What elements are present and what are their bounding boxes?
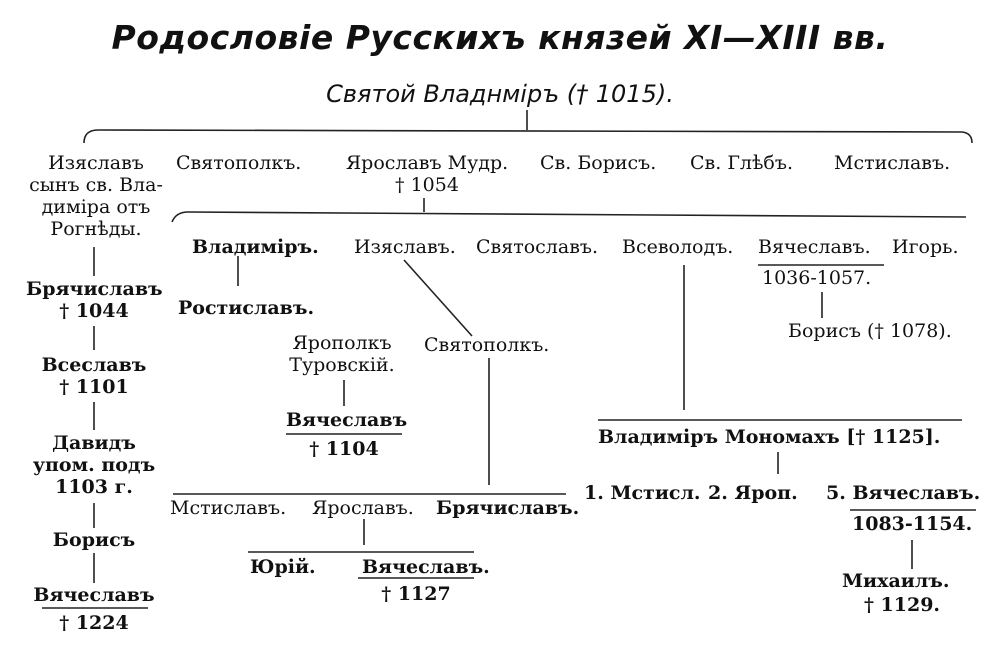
monomakh-node: Владиміръ Мономахъ [† 1125]. [598,426,941,448]
yaropolk-name: Ярополкъ [292,332,392,354]
david-node [26,432,162,498]
yaropolk-epithet: Туровскій. [289,354,395,376]
vseslav-death: † 1101 [59,376,129,398]
vyacheslav-polotsk-node: Вячеславъ [33,584,155,606]
izyaslav-line-1: Изяславъ [48,152,144,174]
david-note-2: 1103 г. [55,476,133,498]
svyatopolk-node: Святополкъ. [176,152,302,174]
bryachislav-node [26,278,162,322]
yuri-node: Юрій. [250,556,316,578]
izyaslav-line-4: Рогнѣды. [50,218,142,240]
vyacheslav-yaroslavich-2-node: Вячеславъ. [362,556,490,578]
yaroslav-name: Ярославъ Мудр. [345,152,509,174]
izyaslav-svyatopolk-link [404,260,472,336]
vyacheslav-turov-death: † 1104 [309,438,379,460]
boris-saint-node: Св. Борисъ. [540,152,657,174]
yaroslav-death: † 1054 [395,174,459,196]
rostislav-node: Ростиславъ. [178,297,315,319]
izyaslav-yaroslavich-node: Изяславъ. [354,236,456,258]
bryachislav-svyatopolchich-node: Брячиславъ. [436,497,580,519]
vseslav-node [26,354,162,398]
vladimir-yaroslavich-node: Владиміръ. [192,236,319,258]
yaroslav-svyatopolchich-node: Ярославъ. [312,497,414,519]
bryachislav-death: † 1044 [59,300,129,322]
yaropolk-monomashich-node: 2. Яроп. [708,482,798,504]
root-ancestor: Святой Владнміръ († 1015). [326,80,674,108]
yaroslav-node [334,152,520,196]
vyacheslav-polotsk-death: † 1224 [59,612,129,634]
david-note-1: упом. подъ [32,454,156,476]
bryachislav-name: Брячиславъ [26,278,163,300]
page-title: Родословіе Русскихъ князей XI—XIII вв. [111,18,889,57]
root-bracket [84,130,972,143]
gleb-saint-node: Св. Глѣбъ. [690,152,793,174]
mikhail-node: Михаилъ. [842,570,950,592]
vyacheslav-monomashich-node: 5. Вячеславъ. [826,482,981,504]
svyatopolk-izyaslavich-node: Святополкъ. [424,334,550,356]
david-name: Давидъ [52,432,136,454]
igor-node: Игорь. [892,236,959,258]
vyacheslav-monomashich-dates: 1083-1154. [852,513,973,535]
yaropolk-node [272,332,412,376]
vyacheslav-yaroslavich-node: Вячеславъ. [758,236,871,258]
vyacheslav-yaroslavich-dates: 1036-1057. [762,267,872,289]
mikhail-death: † 1129. [864,594,941,616]
izyaslav-node [28,152,164,240]
izyaslav-line-3: диміра отъ [41,196,151,218]
yaroslav-bracket [172,212,966,222]
mstislav-monomashich-node: 1. Мстисл. [584,482,701,504]
mstislav-node: Мстиславъ. [834,152,951,174]
izyaslav-line-2: сынъ св. Вла- [29,174,163,196]
vsevolod-node: Всеволодъ. [622,236,734,258]
svyatoslav-node: Святославъ. [476,236,599,258]
mstislav-svyatopolchich-node: Мстиславъ. [170,497,287,519]
boris-polotsk-node: Борисъ [52,529,136,551]
boris-igorevich-node: Борисъ († 1078). [788,320,952,342]
vyacheslav-turov-node: Вячеславъ [286,409,408,431]
vseslav-name: Всеславъ [41,354,147,376]
vyacheslav-yaroslavich-2-death: † 1127 [381,583,451,605]
